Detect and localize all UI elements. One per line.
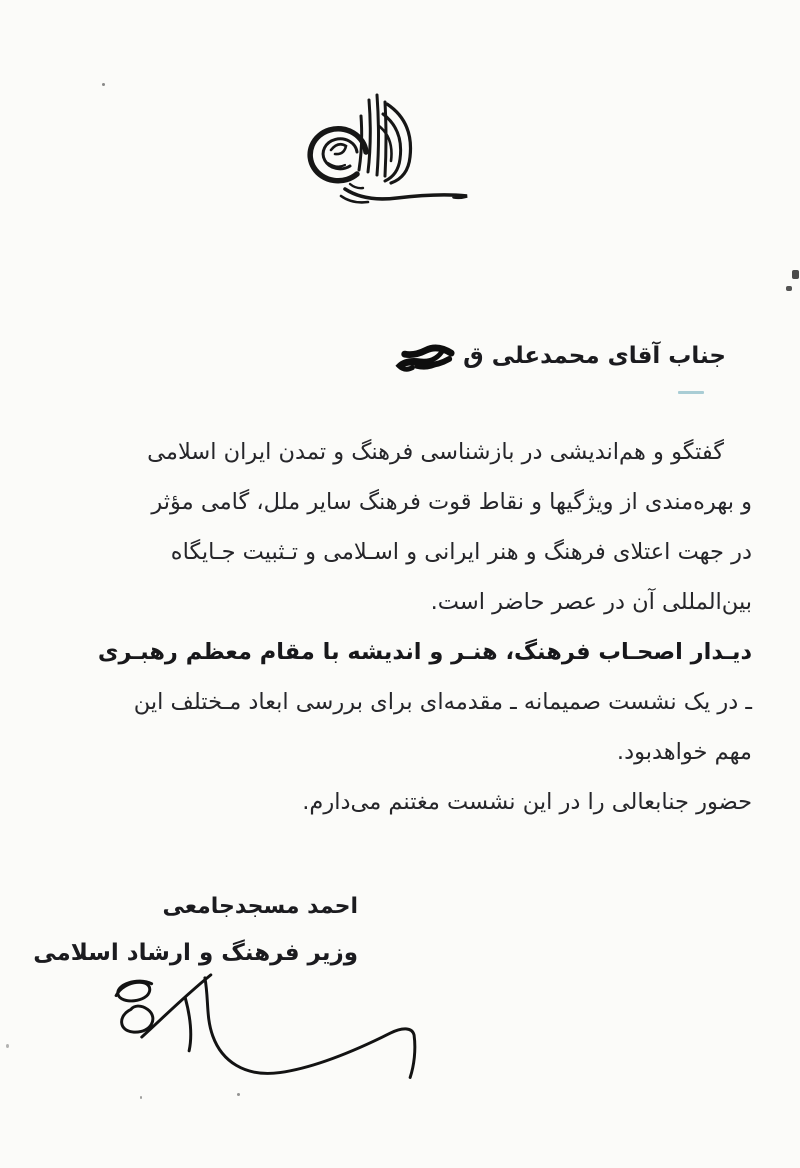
signatory-title: وزیر فرهنگ و ارشاد اسلامی [33, 940, 358, 966]
scan-speck [792, 270, 799, 279]
addressee-line [60, 336, 726, 376]
scan-speck [237, 1093, 240, 1096]
body-line: بین‌المللی آن در عصر حاضر است. [430, 589, 752, 615]
scan-speck [140, 1096, 142, 1099]
body-line: گفتگو و هم‌اندیشی در بازشناسی فرهنگ و تمدن ایران اسلامی [147, 439, 724, 465]
scan-speck [102, 83, 105, 86]
scan-color-artifact [678, 391, 704, 394]
signatory-name: احمد مسجدجامعی [162, 894, 358, 919]
body-line: حضور جنابعالی را در این نشست مغتنم می‌دارم. [302, 789, 752, 815]
body-line: مهم خواهدبود. [616, 739, 752, 765]
bismillah-calligraphy-icon [298, 92, 474, 214]
body-line: و بهره‌مندی از ویژگیها و نقاط قوت فرهنگ سایر ملل، گامی مؤثر [151, 489, 752, 515]
body-line: در جهت اعتلای فرهنگ و هنر ایرانی و اسـلامی و تـثبیت جـایگاه [170, 539, 752, 565]
scan-speck [786, 286, 792, 291]
body-line-bold: دیـدار اصحـاب فرهنگ، هنـر و اندیشه با مقام معظم رهبـری [97, 639, 752, 665]
scan-speck [6, 1044, 9, 1048]
body-line: ـ در یک نشست صمیمانه ـ مقدمه‌ای برای بررسی ابعاد مـختلف این [133, 689, 752, 715]
signature-block [33, 884, 358, 976]
letter-body [70, 430, 752, 830]
addressee-text: جناب آقای محمدعلی ق [463, 343, 726, 369]
redaction-scribble-icon [395, 340, 457, 376]
handwritten-signature-icon [92, 966, 452, 1114]
